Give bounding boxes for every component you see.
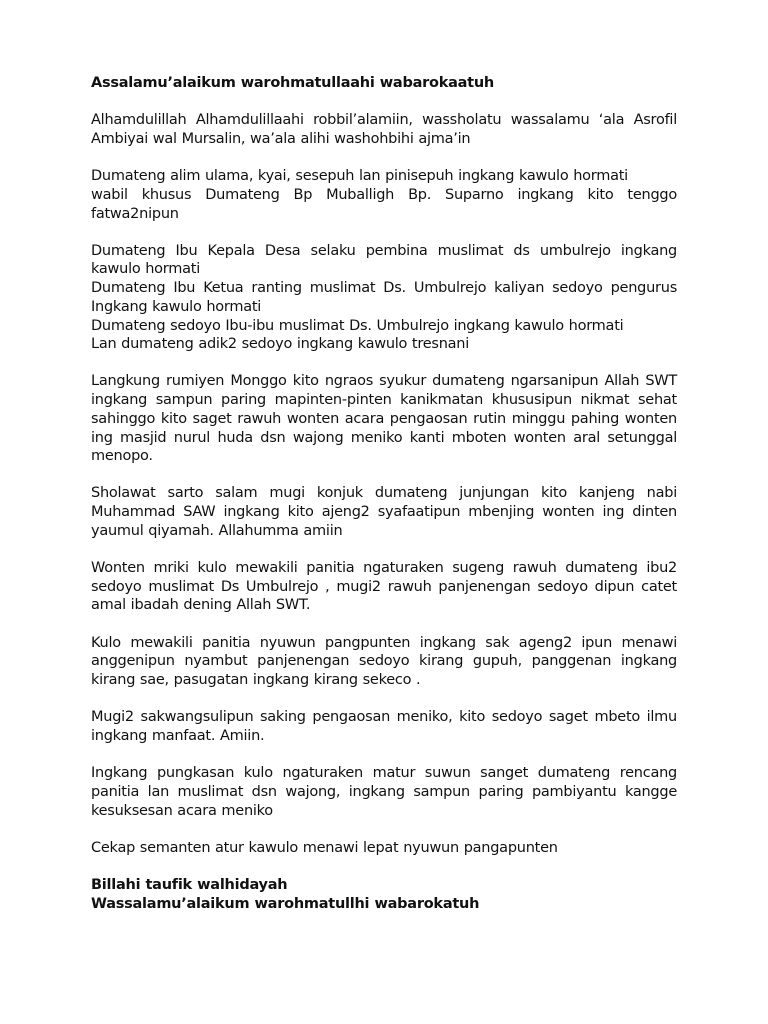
paragraph-welcome [91,559,677,615]
text-line: sahinggo kito saget rawuh wonten acara pengaosan rutin minggu pahing wonten [91,410,677,427]
text-line: Alhamdulillah Alhamdulillaahi robbil’alamiin, wassholatu wassalamu ‘ala Asrofil [91,112,677,129]
paragraph-praise [91,111,677,148]
text-line: yaumul qiyamah. Allahumma amiin [91,522,343,539]
text-line: Langkung rumiyen Monggo kito ngraos syukur dumateng ngarsanipun Allah SWT [91,373,677,390]
text-line: Mugi2 sakwangsulipun saking pengaosan meniko, kito sedoyo saget mbeto ilmu [91,709,677,726]
document-page [91,74,677,932]
paragraph-closing-remark [91,839,677,858]
paragraph-address-ulama [91,167,677,223]
paragraph-gratitude [91,372,677,466]
text-line: amal ibadah dening Allah SWT. [91,597,311,614]
opening-greeting [91,74,677,93]
paragraph-hope [91,708,677,745]
text-line: kawulo hormati [91,261,200,278]
paragraph-address-officials [91,242,677,354]
text-line: kirang sae, pasugatan ingkang kirang sekeco . [91,672,421,689]
text-line: sedoyo muslimat Ds Umbulrejo , mugi2 rawuh panjenengan sedoyo dipun catet [91,578,677,595]
closing-line: Billahi taufik walhidayah [91,877,288,893]
text-line: Ingkang pungkasan kulo ngaturaken matur suwun sanget dumateng rencang [91,765,677,782]
text-line: Ambiyai wal Mursalin, wa’ala alihi washohbihi ajma’in [91,130,471,147]
closing-line: Wassalamu’alaikum warohmatullhi wabarokatuh [91,895,480,912]
closing-greeting [91,876,677,913]
text-line: Dumateng Ibu Ketua ranting muslimat Ds. Umbulrejo kaliyan sedoyo pengurus [91,280,677,297]
text-line: Sholawat sarto salam mugi konjuk dumateng junjungan kito kanjeng nabi [91,485,677,502]
text-line: fatwa2nipun [91,205,179,222]
text-line: anggenipun nyambut panjenengan sedoyo kirang gupuh, panggenan ingkang [91,653,677,670]
paragraph-sholawat [91,484,677,540]
text-line: Kulo mewakili panitia nyuwun pangpunten ingkang sak ageng2 ipun menawi [91,634,677,651]
text-line: Cekap semanten atur kawulo menawi lepat nyuwun pangapunten [91,839,558,856]
text-line: kesuksesan acara meniko [91,802,273,819]
text-line: wabil khusus Dumateng Bp Muballigh Bp. Suparno ingkang kito tenggo [91,186,677,203]
text-line: Dumateng sedoyo Ibu-ibu muslimat Ds. Umbulrejo ingkang kawulo hormati [91,317,624,334]
text-line: ing masjid nurul huda dsn wajong meniko kanti mboten wonten aral setunggal [91,429,677,446]
text-line: panitia lan muslimat dsn wajong, ingkang sampun paring pambiyantu kangge [91,783,677,800]
text-line: menopo. [91,448,153,465]
text-line: Dumateng alim ulama, kyai, sesepuh lan pinisepuh ingkang kawulo hormati [91,168,628,185]
text-line: ingkang sampun paring mapinten-pinten kanikmatan khususipun nikmat sehat [91,392,677,409]
text-line: ingkang manfaat. Amiin. [91,727,265,744]
text-line: Dumateng Ibu Kepala Desa selaku pembina muslimat ds umbulrejo ingkang [91,242,677,259]
text-line: Muhammad SAW ingkang kito ajeng2 syafaatipun mbenjing wonten ing dinten [91,504,677,521]
paragraph-apology [91,634,677,690]
text-line: Ingkang kawulo hormati [91,298,262,315]
paragraph-thanks [91,764,677,820]
opening-line: Assalamu’alaikum warohmatullaahi wabarokaatuh [91,75,495,91]
text-line: Wonten mriki kulo mewakili panitia ngaturaken sugeng rawuh dumateng ibu2 [91,560,677,577]
text-line: Lan dumateng adik2 sedoyo ingkang kawulo tresnani [91,336,470,353]
